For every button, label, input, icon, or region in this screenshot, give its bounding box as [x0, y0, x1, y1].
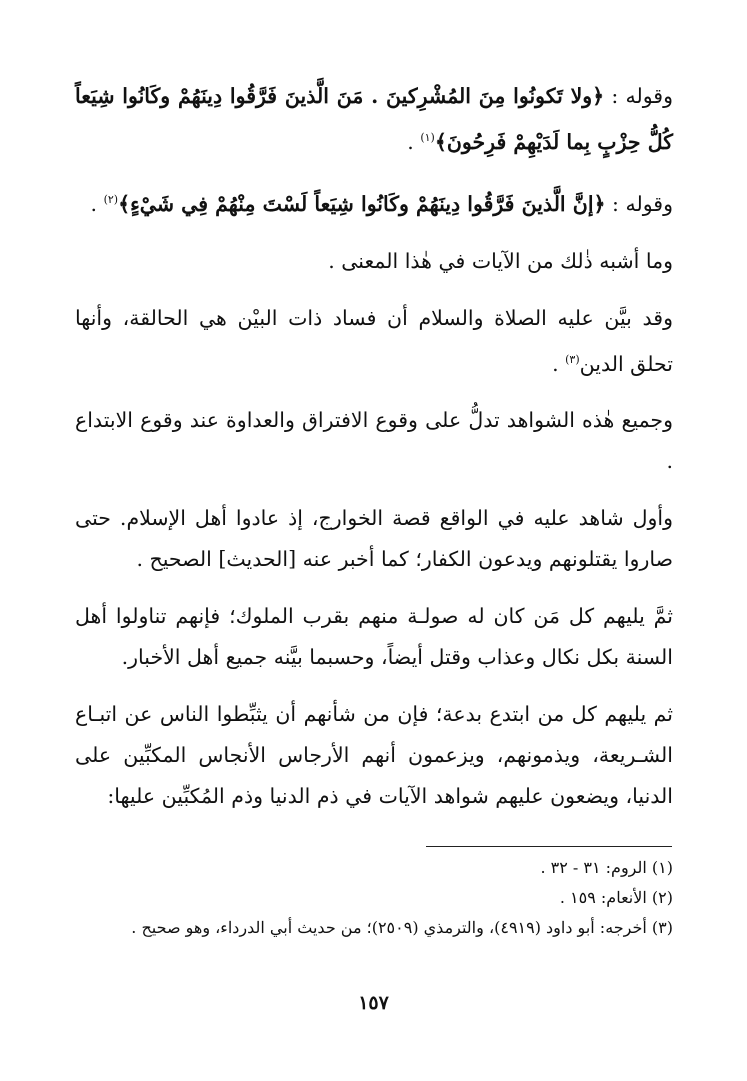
paragraph-3	[75, 241, 673, 282]
paragraph-8	[75, 694, 673, 817]
paragraph-verse-1	[75, 76, 673, 163]
footnote-divider	[426, 846, 672, 847]
footnote-marker: (٣)	[565, 352, 580, 366]
paragraph-text: وقد بيَّن عليه الصلاة والسلام أن فساد ذات البيْن هي الحالقة، وأنها تحلق الدين	[75, 305, 673, 376]
footnote-3: (٣) أخرجه: أبو داود (٤٩١٩)، والترمذي (٢٥٠٩)؛ من حديث أبي الدرداء، وهو صحيح .	[131, 918, 673, 937]
sentence-end: .	[90, 191, 104, 216]
paragraph-6	[75, 498, 673, 580]
paragraph-verse-2	[75, 179, 673, 225]
footnote-marker: (٢)	[103, 192, 119, 206]
verse-intro: وقوله :	[604, 84, 673, 108]
sentence-end: .	[552, 351, 566, 376]
paragraph-5	[75, 400, 673, 482]
footnote-2: (٢) الأنعام: ١٥٩ .	[559, 888, 673, 907]
footnote-marker: (١)	[420, 131, 435, 144]
main-text	[75, 76, 673, 833]
footnote-1: (١) الروم: ٣١ - ٣٢ .	[540, 858, 673, 877]
paragraph-text: وجميع هٰذه الشواهد تدلُّ على وقوع الافتراق والعداوة عند وقوع الابتداع .	[75, 408, 673, 474]
paragraph-7	[75, 596, 673, 678]
paragraph-4	[75, 298, 673, 385]
paragraph-text: ثم يليهم كل من ابتدع بدعة؛ فإن من شأنهم أن يثبِّطوا الناس عن اتبـاع الشـريعة، ويذمونهم، ويزعمون أنهم الأرجاس الأنجاس المكبِّين على الدنيا، ويضعون عليهم شواهد الآيات في ذم الدنيا وذم المُكبِّين عليها:	[75, 702, 673, 809]
quran-verse: ﴿ولا تَكونُوا مِنَ المُشْرِكينَ . مَنَ الَّذينَ فَرَّقُوا دِينَهُمْ وكَانُوا شِيَعاً كُلُّ حِزْبٍ بِما لَدَيْهِمْ فَرِحُونَ﴾	[75, 84, 673, 154]
paragraph-text: وما أشبه ذٰلك من الآيات في هٰذا المعنى .	[328, 248, 673, 273]
sentence-end: .	[407, 129, 421, 154]
quran-verse: ﴿إنَّ الَّذينَ فَرَّقُوا دِينَهُمْ وكَانُوا شِيَعاً لَسْتَ مِنْهُمْ فِي شَيْءٍ﴾	[118, 191, 606, 216]
page-number: ١٥٧	[358, 992, 389, 1014]
paragraph-text: وأول شاهد عليه في الواقع قصة الخوارج، إذ عادوا أهل الإسلام. حتى صاروا يقتلونهم ويدعون الكفار؛ كما أخبر عنه [الحديث] الصحيح .	[75, 506, 673, 572]
paragraph-text: ثمَّ يليهم كل مَن كان له صولـة منهم بقرب الملوك؛ فإنهم تناولوا أهل السنة بكل نكال وعذاب وقتل أيضاً، وحسبما بيَّنه جميع أهل الأخبار.	[75, 604, 673, 670]
footnotes	[75, 853, 673, 943]
verse-intro: وقوله :	[605, 191, 673, 216]
